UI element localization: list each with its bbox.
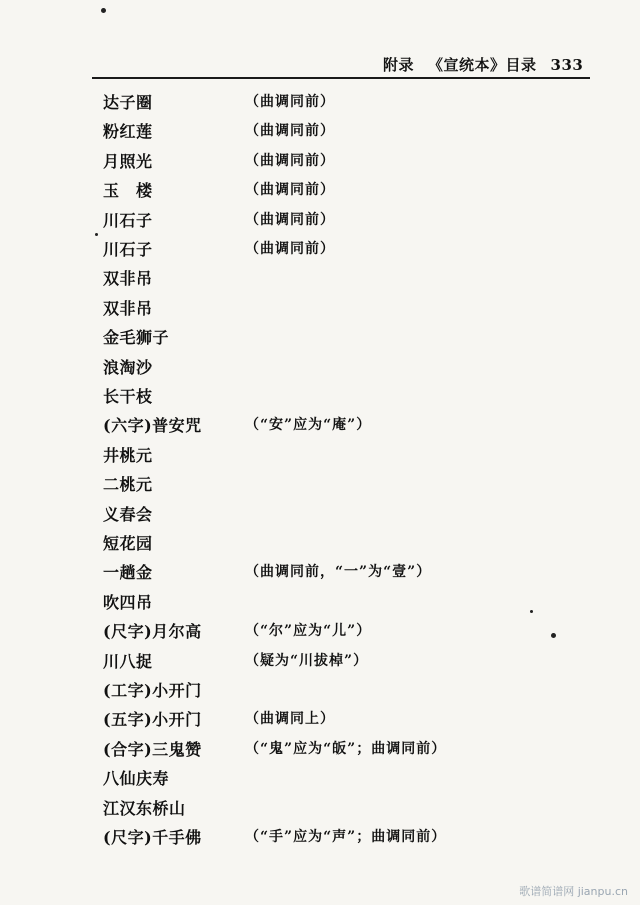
list-item (0, 707, 640, 733)
entry-title: 江汉东桥山 (103, 798, 186, 818)
entry-title: (六字)普安咒 (103, 416, 202, 436)
list-item (0, 472, 640, 498)
list-item (0, 825, 640, 851)
list-item (0, 531, 640, 557)
entry-title: (尺字)千手佛 (103, 828, 202, 847)
entry-title: (工字)小开门 (103, 681, 202, 700)
list-item (0, 766, 640, 792)
entry-title: (尺字)月尔高 (103, 622, 202, 642)
list-item (0, 266, 640, 292)
list-item (0, 178, 640, 204)
list-item (0, 208, 640, 234)
entry-title: 浪淘沙 (103, 357, 153, 377)
list-item (0, 443, 640, 469)
entry-note: （曲调同前，“一”为“壹”） (245, 564, 432, 581)
entry-title: 粉红莲 (103, 122, 153, 142)
entry-note: （曲调同前） (245, 123, 335, 140)
entry-title: 金毛狮子 (103, 328, 170, 348)
page-number: 333 (550, 56, 584, 74)
list-item (0, 90, 640, 116)
entry-note: （曲调同前） (245, 182, 335, 199)
header-book-title: 《宣统本》目录 (428, 56, 537, 74)
list-item (0, 796, 640, 822)
entry-note: （“手”应为“声”；曲调同前） (245, 829, 447, 845)
list-item (0, 619, 640, 645)
entry-title: 义春会 (103, 504, 153, 524)
entry-title: 长干枝 (103, 387, 153, 406)
entry-note: （曲调同上） (245, 711, 335, 728)
entry-note: （“尔”应为“儿”） (245, 623, 372, 640)
running-header (383, 54, 583, 75)
entry-title: 达子圈 (103, 93, 153, 112)
header-rule (92, 77, 590, 79)
list-item (0, 355, 640, 381)
entry-title: 井桃元 (103, 445, 153, 465)
entry-title: 川八捉 (103, 651, 153, 671)
entry-note: （曲调同前） (245, 241, 335, 257)
entry-title: 八仙庆寿 (103, 769, 170, 789)
ink-speck (101, 8, 106, 13)
entry-title: 双非吊 (103, 298, 153, 318)
entry-title: 双非吊 (103, 269, 153, 289)
entry-title: (合字)三鬼赞 (103, 739, 202, 759)
list-item (0, 413, 640, 439)
list-item (0, 325, 640, 351)
entry-note: （“安”应为“庵”） (245, 417, 372, 434)
entry-title: 二桃元 (103, 475, 153, 495)
list-item (0, 560, 640, 586)
list-item (0, 149, 640, 175)
entry-note: （曲调同前） (245, 211, 335, 228)
ink-speck (530, 610, 533, 613)
ink-speck (551, 633, 556, 638)
entry-title: 短花园 (103, 534, 153, 553)
entry-title: 月照光 (103, 151, 153, 171)
ink-speck (95, 233, 98, 236)
list-item (0, 237, 640, 263)
list-item (0, 737, 640, 763)
site-watermark: 歌谱简谱网 jianpu.cn (519, 885, 628, 898)
list-item (0, 502, 640, 528)
entry-note: （疑为“川拔棹”） (245, 652, 369, 669)
list-item (0, 296, 640, 322)
entry-note: （曲调同前） (245, 152, 335, 169)
entry-title: (五字)小开门 (103, 710, 202, 730)
list-item (0, 119, 640, 145)
list-item (0, 590, 640, 616)
entry-note: （曲调同前） (245, 94, 335, 110)
entry-note: （“鬼”应为“皈”；曲调同前） (245, 740, 447, 757)
entry-title: 玉 楼 (103, 181, 153, 201)
entry-title: 吹四吊 (103, 592, 153, 612)
list-item (0, 678, 640, 704)
list-item (0, 649, 640, 675)
entry-title: 一趟金 (103, 563, 153, 583)
entry-title: 川石子 (103, 240, 153, 259)
header-appendix: 附录 (383, 56, 415, 74)
entry-title: 川石子 (103, 210, 153, 230)
list-item (0, 384, 640, 410)
